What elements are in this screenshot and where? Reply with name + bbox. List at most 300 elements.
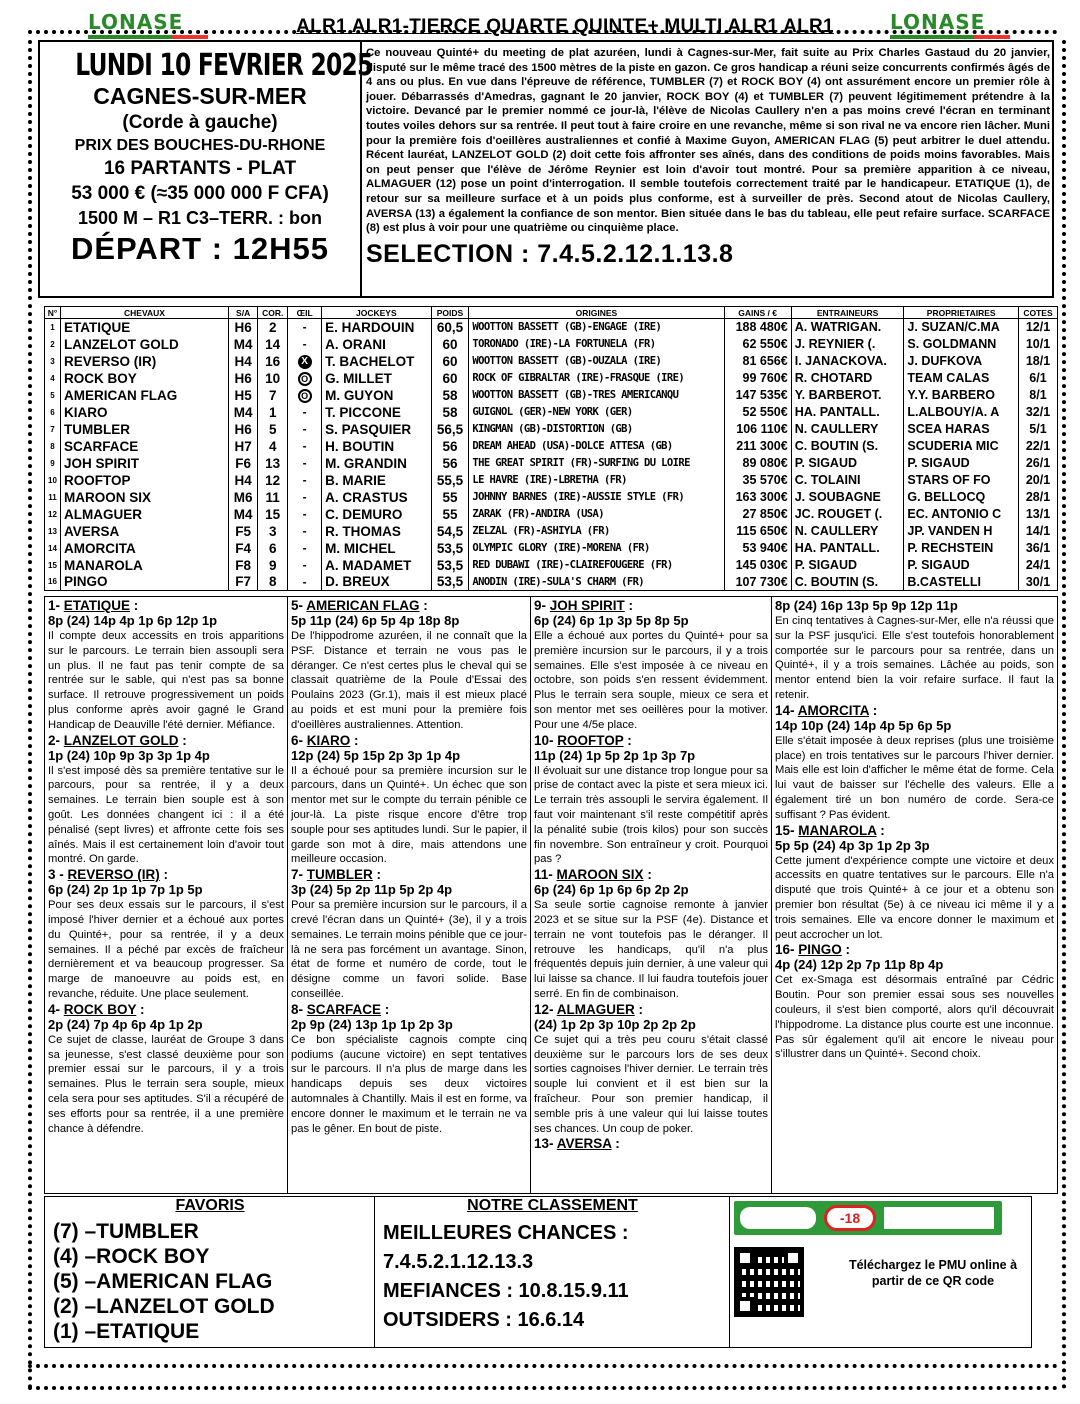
- cell-trainer: A. WATRIGAN.: [791, 319, 904, 336]
- qr-code-icon[interactable]: [734, 1247, 804, 1317]
- comment-text: Ce sujet qui a très peu couru s'était classé deuxième sur le parcours lors de ses deux sorties cagnoises l'hiver dernier. Le terrain très souple lui convient et il est bien sur la fraîcheur. Pour son premier handicap, il semble pris à une valeur qui lui laisse toutes ses chances. Un coup de poker.: [534, 1033, 768, 1135]
- comment-text: En cinq tentatives à Cagnes-sur-Mer, elle n'a réussi que sur la PSF jusqu'ici. Elle s'est toutefois honorablement comportée sur le parcours pour sa rentrée, dans un Quinté+, il y a trois semaines. Lâchée au poids, son mentor entend bien la voir refaire surface. Il faut la retenir.: [775, 615, 1054, 701]
- cell-owner: TEAM CALAS: [904, 370, 1019, 387]
- cell-orig: JOHNNY BARNES (IRE)-AUSSIE STYLE (FR): [469, 489, 724, 506]
- favoris-list: [53, 1219, 275, 1344]
- cell-orig: ZELZAL (FR)-ASHIYLA (FR): [469, 523, 724, 540]
- cell-gains: 27 850€: [724, 506, 791, 523]
- cell-orig: ANODIN (IRE)-SULA'S CHARM (FR): [469, 574, 724, 591]
- cell-cote: 24/1: [1018, 557, 1057, 574]
- cell-sa: M4: [229, 404, 258, 421]
- comment-horse-name: MANAROLA: [798, 822, 877, 838]
- cell-trainer: JC. ROUGET (.: [791, 506, 904, 523]
- cell-num: 6: [45, 404, 61, 421]
- cell-oeil: -: [288, 540, 322, 557]
- comment-number: 11-: [534, 867, 553, 883]
- table-row: [45, 523, 1058, 540]
- cell-cote: 32/1: [1018, 404, 1057, 421]
- table-row: [45, 489, 1058, 506]
- cell-oeil: -: [288, 472, 322, 489]
- cell-horse: TUMBLER: [61, 421, 229, 438]
- comment-title: [534, 733, 768, 748]
- cell-horse: AVERSA: [61, 523, 229, 540]
- comment-horse-name: ROOFTOP: [557, 732, 624, 748]
- favori-item: (4) –ROCK BOY: [53, 1245, 210, 1268]
- cell-owner: B.CASTELLI: [904, 574, 1019, 591]
- cell-sa: H6: [229, 319, 258, 336]
- race-intro-text: Ce nouveau Quinté+ du meeting de plat azuréen, lundi à Cagnes-sur-Mer, fait suite au Prix Charles Gastaud du 20 janvier, disputé sur le même tracé des 1500 mètres de la piste en gazon. Ce gros handicap a réuni seize concurrents confirmés âgés de 4 ans ou plus. En vue dans l'épreuve de référence, TUMBLER (7) et ROCK BOY (4) ont assurément encore un premier rôle à jouer. Débarrassés d'Amedras, gagnant le 20 janvier, ROCK BOY (4) et TUMBLER (7) peuvent légitimement prétendre à la victoire. Devancé par le premier nommé ce jour-là, l'élève de Nicolas Caullery n'en a pas moins crevé l'écran en terminant toutes voiles dehors sur sa rentrée. Il peut tout à faire croire en une revanche, même si son rival ne va encore rien lâcher. Muni pour la première fois d'oeillères australiennes et confié à Maxime Guyon, AMERICAN FLAG (5) peut arbitrer le duel attendu. Récent lauréat, LANZELOT GOLD (2) doit cette fois affronter ses aînés, dans des conditions de poids moins favorables. Mais on peut penser que l'élève de Jérôme Reynier est loin d'avoir tout montré. Pour sa première apparition à ce niveau, ALMAGUER (12) pose un point d'interrogation. Il semble toutefois correctement traité par le handicapeur. ETATIQUE (1), de retour sur sa meilleure surface et à un poids plus conforme, est à surveiller de près. Second atout de Nicolas Caullery, AVERSA (13) a également la confiance de son mentor. Bien située dans le bas du tableau, elle peut refaire surface. SCARFACE (8) est plus à voir pour une quatrième ou cinquième place.: [366, 47, 1050, 235]
- comment-number: 16-: [775, 942, 795, 958]
- comment-text: Elle a échoué aux portes du Quinté+ pour sa première incursion sur le parcours, il y a trois semaines. Elle s'est imposée à ce niveau en octobre, son poids s'en ressent évidemment. Plus le terrain sera souple, mieux ce sera et son mentor met ses oeillères pour la motiver. Pour une 4/5e place.: [534, 630, 768, 731]
- banner-logo-icon: [740, 1207, 816, 1229]
- comment-title: [48, 867, 284, 882]
- table-row: [45, 472, 1058, 489]
- cell-poids: 55: [431, 489, 469, 506]
- comment-title: [775, 703, 1054, 718]
- cell-horse: AMERICAN FLAG: [61, 387, 229, 404]
- col-header: N°: [45, 307, 61, 319]
- cell-gains: 106 110€: [724, 421, 791, 438]
- cell-oeil: [288, 370, 322, 387]
- cell-num: 12: [45, 506, 61, 523]
- cell-cor: 11: [258, 489, 288, 506]
- comment-form-line: 5p 11p (24) 6p 5p 4p 18p 8p: [291, 613, 460, 628]
- cell-horse: SCARFACE: [61, 438, 229, 455]
- col-header: CHEVAUX: [61, 307, 229, 319]
- cell-gains: 99 760€: [724, 370, 791, 387]
- cell-poids: 53,5: [431, 557, 469, 574]
- minus-18-badge: -18: [824, 1205, 876, 1231]
- cell-trainer: R. CHOTARD: [791, 370, 904, 387]
- cell-sa: H6: [229, 421, 258, 438]
- cell-cote: 18/1: [1018, 353, 1057, 370]
- cell-gains: 211 300€: [724, 438, 791, 455]
- cell-orig: GUIGNOL (GER)-NEW YORK (GER): [469, 404, 724, 421]
- horse-comment: [534, 1002, 768, 1137]
- cell-jockey: T. PICCONE: [322, 404, 431, 421]
- cell-gains: 145 030€: [724, 557, 791, 574]
- cell-num: 2: [45, 336, 61, 353]
- comment-title: [291, 733, 527, 748]
- comment-number: 8-: [291, 1001, 304, 1017]
- comment-number: 5-: [291, 598, 304, 613]
- cell-trainer: J. REYNIER (.: [791, 336, 904, 353]
- cell-owner: P. SIGAUD: [904, 455, 1019, 472]
- cell-trainer: I. JANACKOVA.: [791, 353, 904, 370]
- col-header: S/A: [229, 307, 258, 319]
- table-row: [45, 540, 1058, 557]
- cell-cor: 9: [258, 557, 288, 574]
- cell-jockey: C. DEMURO: [322, 506, 431, 523]
- partants-info: 16 PARTANTS - PLAT: [103, 158, 297, 179]
- cell-cor: 7: [258, 387, 288, 404]
- cell-poids: 60: [431, 353, 469, 370]
- comment-horse-name: ROCK BOY: [63, 1001, 137, 1017]
- cell-orig: ROCK OF GIBRALTAR (IRE)-FRASQUE (IRE): [469, 370, 724, 387]
- horse-comment: [534, 733, 768, 868]
- comment-separator: :: [130, 598, 139, 613]
- comment-text: Pour ses deux essais sur le parcours, il s'est imposé l'hiver dernier et a échoué aux portes du Quinté+, pour sa rentrée, il y a deux semaines. Il a péché par excès de fraîcheur dernièrement et va beaucoup progresser. Sa marge de manoeuvre au poids est, en revanche, réduite. Une place seulement.: [48, 899, 284, 1000]
- col-header: ŒIL: [288, 307, 322, 319]
- col-header: COTES: [1018, 307, 1057, 319]
- comment-horse-name: AVERSA: [556, 1136, 612, 1152]
- comment-form-line: 11p (24) 1p 5p 2p 1p 3p 7p: [534, 747, 696, 763]
- cell-horse: ALMAGUER: [61, 506, 229, 523]
- comment-separator: :: [419, 598, 428, 613]
- distance-info: 1500 M – R1 C3–TERR. : bon: [77, 208, 323, 228]
- purse-info: 53 000 € (≈35 000 000 F CFA): [71, 183, 329, 204]
- cell-trainer: C. BOUTIN (S.: [791, 574, 904, 591]
- comment-number: 4-: [48, 1001, 61, 1017]
- comment-title: [534, 1002, 768, 1017]
- comment-text: Elle s'était imposée à deux reprises (plus une troisième place) en trois tentatives sur le parcours l'hiver dernier. Mais elle est loin d'afficher le même état de forme. Cela lui vaut de baisser sur l'échelle des valeurs. Elle a également tiré un bon numéro de corde. Sera-ce suffisant ? Pas évident.: [775, 734, 1054, 821]
- cell-cote: 5/1: [1018, 421, 1057, 438]
- horse-comment: [534, 867, 768, 1002]
- cell-num: 16: [45, 574, 61, 591]
- comment-title: [291, 867, 527, 882]
- race-code: ALR1 ALR1-TIERCE QUARTE QUINTE+ MULTI ALR1 ALR1: [296, 16, 834, 37]
- cell-cote: 12/1: [1018, 319, 1057, 336]
- outsiders: OUTSIDERS : 16.6.14: [383, 1309, 585, 1331]
- cell-trainer: N. CAULLERY: [791, 523, 904, 540]
- comment-form-line: 5p 5p (24) 4p 3p 1p 2p 3p: [775, 837, 930, 853]
- cell-trainer: HA. PANTALL.: [791, 404, 904, 421]
- cell-sa: H4: [229, 353, 258, 370]
- cell-cote: 8/1: [1018, 387, 1057, 404]
- bottom-dotted-border-2: [28, 1364, 1058, 1368]
- comment-form-line: 6p (24) 2p 1p 1p 7p 1p 5p: [48, 882, 203, 898]
- cell-cote: 20/1: [1018, 472, 1057, 489]
- comment-separator: :: [841, 942, 851, 958]
- comment-form-line: 8p (24) 16p 13p 5p 9p 12p 11p: [775, 598, 958, 613]
- cell-owner: SCEA HARAS: [904, 421, 1019, 438]
- comment-form-line: 2p 9p (24) 13p 1p 1p 2p 3p: [291, 1016, 453, 1032]
- blinkers-australian-icon: O: [298, 389, 312, 403]
- comment-form-line: 3p (24) 5p 2p 11p 5p 2p 4p: [291, 882, 453, 898]
- comment-form-line: 14p 10p (24) 14p 4p 5p 6p 5p: [775, 717, 952, 733]
- horse-comment: [775, 703, 1054, 823]
- cell-num: 13: [45, 523, 61, 540]
- cell-cote: 6/1: [1018, 370, 1057, 387]
- col-header: ENTRAINEURS: [791, 307, 904, 319]
- cell-orig: TORONADO (IRE)-LA FORTUNELA (FR): [469, 336, 724, 353]
- logo-text: LONASE: [88, 10, 184, 34]
- cell-oeil: -: [288, 404, 322, 421]
- cell-sa: F4: [229, 540, 258, 557]
- cell-poids: 58: [431, 404, 469, 421]
- responsible-gaming-banner: [734, 1201, 1002, 1235]
- comment-title: [534, 867, 768, 882]
- cell-sa: H5: [229, 387, 258, 404]
- cell-owner: Y.Y. BARBERO: [904, 387, 1019, 404]
- comment-horse-name: SCARFACE: [306, 1001, 382, 1017]
- horse-comments: [44, 596, 1058, 1194]
- cell-jockey: H. BOUTIN: [322, 438, 431, 455]
- cell-owner: L.ALBOUY/A. A: [904, 404, 1019, 421]
- prix-name: PRIX DES BOUCHES-DU-RHONE: [74, 137, 326, 154]
- cell-sa: F5: [229, 523, 258, 540]
- cell-cote: 28/1: [1018, 489, 1057, 506]
- cell-cor: 13: [258, 455, 288, 472]
- horse-comment: [291, 1002, 527, 1137]
- cell-trainer: HA. PANTALL.: [791, 540, 904, 557]
- cell-owner: J. SUZAN/C.MA: [904, 319, 1019, 336]
- comment-horse-name: ETATIQUE: [63, 598, 131, 613]
- cell-oeil: -: [288, 455, 322, 472]
- cell-gains: 53 940€: [724, 540, 791, 557]
- comment-form-line: 12p (24) 5p 15p 2p 3p 1p 4p: [291, 747, 461, 763]
- left-dotted-border: [28, 40, 32, 1390]
- cell-oeil: -: [288, 574, 322, 591]
- cell-owner: S. GOLDMANN: [904, 336, 1019, 353]
- horse-comment: [291, 733, 527, 868]
- horse-comment: [775, 942, 1054, 1062]
- cell-gains: 188 480€: [724, 319, 791, 336]
- favoris-box: [45, 1197, 375, 1347]
- cell-gains: 89 080€: [724, 455, 791, 472]
- cell-horse: ETATIQUE: [61, 319, 229, 336]
- comment-number: 2-: [48, 732, 61, 748]
- meilleures-value: 7.4.5.2.1.12.13.3: [383, 1251, 534, 1273]
- departure-time: DÉPART : 12H55: [70, 231, 330, 266]
- comment-number: 6-: [291, 732, 304, 748]
- runners-table: [44, 306, 1058, 591]
- cell-jockey: M. GRANDIN: [322, 455, 431, 472]
- cell-num: 15: [45, 557, 61, 574]
- comment-text: Pour sa première incursion sur le parcours, il a crevé l'écran dans un Quinté+ (3e), il y a trois semaines. Le terrain moins pénible que ce jour-là ne sera pas forcément un avantage. Sinon, état de forme et numéro de corde, tout le désigne comme un favori solide. Base conseillée.: [291, 899, 527, 1000]
- table-row: [45, 370, 1058, 387]
- download-text: Téléchargez le PMU online à partir de ce QR code: [848, 1258, 1018, 1288]
- cell-orig: ZARAK (FR)-ANDIRA (USA): [469, 506, 724, 523]
- comment-title: [534, 598, 768, 613]
- lonase-logo-left: [88, 10, 228, 40]
- cell-poids: 60,5: [431, 319, 469, 336]
- cell-sa: M4: [229, 506, 258, 523]
- logo-text: LONASE: [890, 10, 986, 34]
- cell-oeil: -: [288, 438, 322, 455]
- classement-box: [375, 1197, 730, 1347]
- table-row: [45, 336, 1058, 353]
- table-header-row: [45, 307, 1058, 319]
- comment-text: Ce sujet de classe, lauréat de Groupe 3 dans sa jeunesse, s'est classé deuxième pour son premier essai sur le parcours, il y a trois semaines. Plus le terrain sera souple, mieux cela sera pour ses aptitudes. S'il a récupéré de ses efforts pour sa rentrée, il a une première chance à défendre.: [48, 1033, 284, 1135]
- cell-poids: 54,5: [431, 523, 469, 540]
- race-header: [38, 40, 1054, 298]
- favori-item: (2) –LANZELOT GOLD: [53, 1295, 275, 1318]
- pmu-promo: [730, 1197, 1033, 1347]
- comment-text: De l'hippodrome azuréen, il ne connaît que la PSF. Distance et terrain ne vous pas le déranger. Ce n'est certes plus le cheval qui se classait quatrième de la Poule d'Essai des Poulains 2023 (Gr.1), mais il est mieux placé au poids et est muni pour la première fois d'oeillères australiennes. Attention.: [291, 630, 527, 731]
- cell-horse: PINGO: [61, 574, 229, 591]
- cell-horse: ROOFTOP: [61, 472, 229, 489]
- comment-number: 10-: [534, 732, 554, 748]
- cell-num: 3: [45, 353, 61, 370]
- corde-info: (Corde à gauche): [122, 112, 278, 133]
- comment-horse-name: KIARO: [306, 732, 351, 748]
- cell-num: 14: [45, 540, 61, 557]
- cell-orig: KINGMAN (GB)-DISTORTION (GB): [469, 421, 724, 438]
- cell-trainer: J. SOUBAGNE: [791, 489, 904, 506]
- horse-comment: [291, 598, 527, 733]
- comment-separator: :: [350, 732, 359, 748]
- cell-orig: LE HAVRE (IRE)-LBRETHA (FR): [469, 472, 724, 489]
- comments-column-2: [287, 597, 530, 1193]
- comment-title: [48, 598, 284, 613]
- comment-text: Sa seule sortie cagnoise remonte à janvier 2023 et se situe sur la PSF (4e). Distance et terrain ne vont toutefois pas le déranger. Il retrouve les handicaps, qu'il n'a plus fréquentés depuis juin dernier, à une valeur qui lui laisse sa chance. Il lui faudra toutefois jouer serré. En fin de combinaison.: [534, 899, 768, 1000]
- favori-item: (5) –AMERICAN FLAG: [53, 1270, 273, 1293]
- cell-jockey: S. PASQUIER: [322, 421, 431, 438]
- cell-poids: 55,5: [431, 472, 469, 489]
- comment-separator: :: [634, 1001, 644, 1017]
- cell-oeil: [288, 353, 322, 370]
- horse-comment: [534, 598, 768, 733]
- cell-jockey: D. BREUX: [322, 574, 431, 591]
- comment-separator: :: [159, 867, 169, 883]
- cell-cote: 22/1: [1018, 438, 1057, 455]
- cell-cote: 36/1: [1018, 540, 1057, 557]
- comment-horse-name: AMERICAN FLAG: [306, 598, 420, 613]
- cell-orig: WOOTTON BASSETT (GB)-TRES AMERICANQU: [469, 387, 724, 404]
- cell-num: 5: [45, 387, 61, 404]
- comment-number: 13-: [534, 1136, 554, 1152]
- cell-gains: 107 730€: [724, 574, 791, 591]
- comment-title: [48, 733, 284, 748]
- table-row: [45, 506, 1058, 523]
- cell-owner: SCUDERIA MIC: [904, 438, 1019, 455]
- cell-sa: H7: [229, 438, 258, 455]
- comment-title: [775, 942, 1054, 957]
- cell-owner: JP. VANDEN H: [904, 523, 1019, 540]
- cell-oeil: -: [288, 319, 322, 336]
- comment-number: 7-: [291, 867, 304, 883]
- cell-trainer: C. TOLAINI: [791, 472, 904, 489]
- comment-text: Il s'est imposé dès sa première tentative sur le parcours, pour sa rentrée, il y a deux semaines. Le terrain bien souple est à son goût. Les données changent ici : il a été pénalisé (sept livres) et affronte cette fois ses aînés. Mais il est certainement loin d'avoir tout montré. On garde.: [48, 764, 284, 866]
- col-header: ORIGINES: [469, 307, 724, 319]
- banner-text-block: [884, 1207, 994, 1229]
- cell-owner: STARS OF FO: [904, 472, 1019, 489]
- right-dotted-border: [1062, 40, 1066, 1390]
- bottom-dotted-border: [28, 1386, 1058, 1390]
- cell-gains: 115 650€: [724, 523, 791, 540]
- comment-form-line: 1p (24) 10p 9p 3p 3p 1p 4p: [48, 747, 210, 763]
- cell-owner: G. BELLOCQ: [904, 489, 1019, 506]
- horse-comment: [48, 733, 284, 868]
- cell-cor: 1: [258, 404, 288, 421]
- table-row: [45, 387, 1058, 404]
- favoris-title: FAVORIS: [175, 1197, 245, 1214]
- race-info-panel: [40, 42, 373, 296]
- comment-horse-name: MAROON SIX: [556, 867, 644, 883]
- cell-cor: 15: [258, 506, 288, 523]
- comment-horse-name: PINGO: [798, 942, 842, 958]
- horse-comment: [48, 1002, 284, 1137]
- cell-poids: 58: [431, 387, 469, 404]
- cell-jockey: T. BACHELOT: [322, 353, 431, 370]
- cell-jockey: M. GUYON: [322, 387, 431, 404]
- comment-separator: :: [381, 1001, 390, 1017]
- race-date: LUNDI 10 FEVRIER 2025: [75, 48, 373, 83]
- comment-text: Il compte deux accessits en trois apparitions sur le parcours. Le terrain bien assoupli sera un plus. Il ne faut pas tenir compte de sa rentrée sur le sable, qui n'est pas sa bonne surface. Il retrouve progressivement un poids plus conforme après avoir gagné le Grand Handicap de Deauville l'été dernier. Méfiance.: [48, 630, 284, 731]
- cell-owner: P. RECHSTEIN: [904, 540, 1019, 557]
- cell-num: 7: [45, 421, 61, 438]
- cell-oeil: -: [288, 421, 322, 438]
- cell-orig: WOOTTON BASSETT (GB)-ENGAGE (IRE): [469, 319, 724, 336]
- cell-cor: 14: [258, 336, 288, 353]
- comment-number: 12-: [534, 1001, 554, 1017]
- cell-cor: 6: [258, 540, 288, 557]
- comment-text: Il a échoué pour sa première incursion sur le parcours, dans un Quinté+. Un échec que son mentor met sur le compte du terrain pénible ce jour-là. La piste risque encore d'être trop souple pour ses aptitudes lundi. Sur le papier, il garde son mot à dire, mais attendons une meilleure occasion.: [291, 764, 527, 866]
- cell-jockey: G. MILLET: [322, 370, 431, 387]
- comment-separator: :: [643, 867, 652, 883]
- comment-form-line: 8p (24) 14p 4p 1p 6p 12p 1p: [48, 613, 218, 628]
- cell-horse: REVERSO (IR): [61, 353, 229, 370]
- table-row: [45, 438, 1058, 455]
- table-row: [45, 421, 1058, 438]
- cell-cote: 26/1: [1018, 455, 1057, 472]
- cell-poids: 60: [431, 370, 469, 387]
- cell-sa: F7: [229, 574, 258, 591]
- comment-separator: :: [178, 732, 187, 748]
- cell-cor: 16: [258, 353, 288, 370]
- cell-orig: RED DUBAWI (IRE)-CLAIREFOUGERE (FR): [469, 557, 724, 574]
- cell-orig: DREAM AHEAD (USA)-DOLCE ATTESA (GB): [469, 438, 724, 455]
- cell-poids: 56,5: [431, 421, 469, 438]
- comment-horse-name: JOH SPIRIT: [549, 598, 625, 613]
- cell-oeil: [288, 387, 322, 404]
- cell-oeil: -: [288, 489, 322, 506]
- comment-number: 1-: [48, 598, 61, 613]
- cell-sa: H6: [229, 370, 258, 387]
- cell-cote: 13/1: [1018, 506, 1057, 523]
- summary-panel: [44, 1196, 1032, 1348]
- cell-oeil: -: [288, 557, 322, 574]
- cell-jockey: R. THOMAS: [322, 523, 431, 540]
- cell-horse: LANZELOT GOLD: [61, 336, 229, 353]
- horse-comment: [48, 598, 284, 733]
- classement-title: NOTRE CLASSEMENT: [467, 1197, 638, 1214]
- table-row: [45, 404, 1058, 421]
- classement-lines: [383, 1219, 629, 1335]
- cell-sa: F8: [229, 557, 258, 574]
- comment-horse-name: AMORCITA: [797, 702, 870, 718]
- comments-column-3: [530, 597, 771, 1193]
- comment-form-line: 2p (24) 7p 4p 6p 4p 1p 2p: [48, 1016, 203, 1032]
- cell-horse: KIARO: [61, 404, 229, 421]
- col-header: POIDS: [431, 307, 469, 319]
- cell-cote: 10/1: [1018, 336, 1057, 353]
- comment-text: Cet ex-Smaga est désormais entraîné par Cédric Boutin. Pour son premier essai sous ses nouvelles couleurs, il s'est bien comporté, alors qu'il découvrait l'hippodrome. La distance plus courte est une inconnue. Pas sûr également qu'il ait encore le niveau pour s'illustrer dans un Quinté+. Second choix.: [775, 974, 1054, 1061]
- col-header: GAINS / €: [724, 307, 791, 319]
- cell-jockey: E. HARDOUIN: [322, 319, 431, 336]
- col-header: PROPRIETAIRES: [904, 307, 1019, 319]
- cell-orig: OLYMPIC GLORY (IRE)-MORENA (FR): [469, 540, 724, 557]
- comment-separator: :: [869, 702, 878, 718]
- comment-text: Il évoluait sur une distance trop longue pour sa prise de contact avec la piste et sera mieux ici. Le terrain très assoupli le servira également. Il faut voir maintenant s'il reste compétitif après la pénalité subie (trois kilos) pour son succès fin novembre. Son entraîneur y croit. Pourquoi pas ?: [534, 764, 768, 866]
- comment-horse-name: REVERSO (IR): [67, 867, 160, 883]
- cell-orig: WOOTTON BASSETT (GB)-OUZALA (IRE): [469, 353, 724, 370]
- cell-horse: MANAROLA: [61, 557, 229, 574]
- cell-owner: EC. ANTONIO C: [904, 506, 1019, 523]
- comment-title: [775, 823, 1054, 838]
- cell-gains: 147 535€: [724, 387, 791, 404]
- comment-title: [48, 1002, 284, 1017]
- cell-cor: 5: [258, 421, 288, 438]
- horse-comment: [48, 867, 284, 1002]
- blinkers-full-icon: X: [298, 355, 312, 369]
- cell-cote: 30/1: [1018, 574, 1057, 591]
- horse-comment: [775, 598, 1054, 703]
- cell-num: 9: [45, 455, 61, 472]
- cell-oeil: -: [288, 523, 322, 540]
- table-row: [45, 353, 1058, 370]
